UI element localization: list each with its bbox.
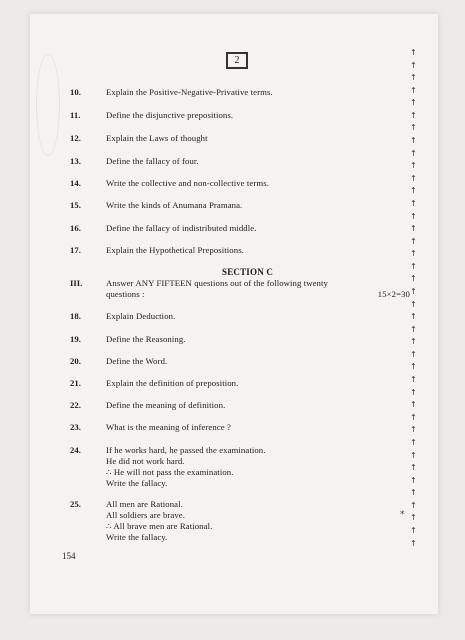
- up-arrow-icon: ↑: [410, 475, 417, 485]
- up-arrow-icon: ↑: [410, 312, 417, 322]
- question-text: Define the fallacy of indistributed middle.: [106, 223, 257, 233]
- section-number: III.: [70, 278, 83, 288]
- up-arrow-icon: ↑: [410, 324, 417, 334]
- question-number: 22.: [70, 400, 81, 410]
- question-text: Write the collective and non-collective terms.: [106, 178, 269, 188]
- up-arrow-icon: ↑: [410, 211, 417, 221]
- margin-arrows: [410, 48, 420, 548]
- marks-allocation: 15×2=30: [377, 289, 410, 299]
- question-text: What is the meaning of inference ?: [106, 422, 231, 432]
- up-arrow-icon: ↑: [410, 437, 417, 447]
- question-25: [70, 499, 400, 543]
- up-arrow-icon: ↑: [410, 375, 417, 385]
- page-box-number: 2: [226, 52, 248, 69]
- up-arrow-icon: ↑: [410, 500, 417, 510]
- up-arrow-icon: ↑: [410, 236, 417, 246]
- question-13: [70, 156, 400, 167]
- question-11: [70, 110, 400, 121]
- question-number: 17.: [70, 245, 81, 255]
- question-text: Write the kinds of Anumana Pramana.: [106, 200, 243, 210]
- question-text: Define the disjunctive prepositions.: [106, 110, 234, 120]
- question-16: [70, 223, 400, 234]
- question-18: [70, 311, 400, 322]
- up-arrow-icon: ↑: [410, 148, 417, 158]
- up-arrow-icon: ↑: [410, 48, 417, 57]
- instruction-line-1: Answer ANY FIFTEEN questions out of the following twenty: [106, 278, 328, 288]
- up-arrow-icon: ↑: [410, 110, 417, 120]
- question-line: All men are Rational.: [106, 499, 183, 509]
- question-line: All soldiers are brave.: [106, 510, 186, 520]
- up-arrow-icon: ↑: [410, 538, 417, 548]
- question-number: 12.: [70, 133, 81, 143]
- up-arrow-icon: ↑: [410, 60, 417, 70]
- up-arrow-icon: ↑: [410, 337, 417, 347]
- question-17: [70, 245, 400, 256]
- up-arrow-icon: ↑: [410, 249, 417, 259]
- stray-mark: ⁎: [400, 506, 405, 516]
- question-15: [70, 200, 400, 211]
- question-text: Explain Deduction.: [106, 311, 176, 321]
- question-line: ∴ He will not pass the examination.: [106, 467, 234, 477]
- question-text: Explain the Laws of thought: [106, 133, 208, 143]
- up-arrow-icon: ↑: [410, 362, 417, 372]
- question-number: 10.: [70, 87, 81, 97]
- question-number: 16.: [70, 223, 81, 233]
- question-line: He did not work hard.: [106, 456, 185, 466]
- up-arrow-icon: ↑: [410, 136, 417, 146]
- question-text: Explain the definition of preposition.: [106, 378, 239, 388]
- question-line: ∴ All brave men are Rational.: [106, 521, 213, 531]
- question-number: 25.: [70, 499, 81, 509]
- bleed-through-mark: [36, 54, 60, 156]
- question-number: 21.: [70, 378, 81, 388]
- up-arrow-icon: ↑: [410, 186, 417, 196]
- question-number: 23.: [70, 422, 81, 432]
- question-line: If he works hard, he passed the examination.: [106, 445, 266, 455]
- up-arrow-icon: ↑: [410, 463, 417, 473]
- up-arrow-icon: ↑: [410, 488, 417, 498]
- question-text: Define the fallacy of four.: [106, 156, 199, 166]
- question-number: 15.: [70, 200, 81, 210]
- question-14: [70, 178, 400, 189]
- question-20: [70, 356, 400, 367]
- up-arrow-icon: ↑: [410, 161, 417, 171]
- question-23: [70, 422, 400, 433]
- question-text: Define the Reasoning.: [106, 334, 186, 344]
- question-text: Explain the Hypothetical Prepositions.: [106, 245, 244, 255]
- question-text: Define the meaning of definition.: [106, 400, 226, 410]
- up-arrow-icon: ↑: [410, 400, 417, 410]
- question-number: 18.: [70, 311, 81, 321]
- up-arrow-icon: ↑: [410, 73, 417, 83]
- question-number: 14.: [70, 178, 81, 188]
- instruction-line-2: questions :: [106, 289, 145, 299]
- question-19: [70, 334, 400, 345]
- section-c-title: SECTION C: [222, 267, 274, 277]
- up-arrow-icon: ↑: [410, 173, 417, 183]
- up-arrow-icon: ↑: [410, 286, 417, 296]
- section-c-instructions: [70, 278, 410, 300]
- question-text: Define the Word.: [106, 356, 168, 366]
- question-number: 24.: [70, 445, 81, 455]
- question-12: [70, 133, 400, 144]
- up-arrow-icon: ↑: [410, 224, 417, 234]
- question-line: Write the fallacy.: [106, 478, 168, 488]
- up-arrow-icon: ↑: [410, 198, 417, 208]
- up-arrow-icon: ↑: [410, 85, 417, 95]
- question-21: [70, 378, 400, 389]
- up-arrow-icon: ↑: [410, 425, 417, 435]
- question-number: 20.: [70, 356, 81, 366]
- up-arrow-icon: ↑: [410, 525, 417, 535]
- up-arrow-icon: ↑: [410, 123, 417, 133]
- question-number: 19.: [70, 334, 81, 344]
- question-number: 11.: [70, 110, 81, 120]
- up-arrow-icon: ↑: [410, 387, 417, 397]
- up-arrow-icon: ↑: [410, 513, 417, 523]
- up-arrow-icon: ↑: [410, 261, 417, 271]
- question-text: Explain the Positive-Negative-Privative terms.: [106, 87, 273, 97]
- up-arrow-icon: ↑: [410, 412, 417, 422]
- up-arrow-icon: ↑: [410, 450, 417, 460]
- up-arrow-icon: ↑: [410, 98, 417, 108]
- question-10: [70, 87, 400, 98]
- up-arrow-icon: ↑: [410, 299, 417, 309]
- page-number: 154: [62, 551, 76, 561]
- question-22: [70, 400, 400, 411]
- up-arrow-icon: ↑: [410, 274, 417, 284]
- question-24: [70, 445, 400, 489]
- question-number: 13.: [70, 156, 81, 166]
- question-line: Write the fallacy.: [106, 532, 168, 542]
- exam-page: [30, 14, 438, 614]
- up-arrow-icon: ↑: [410, 349, 417, 359]
